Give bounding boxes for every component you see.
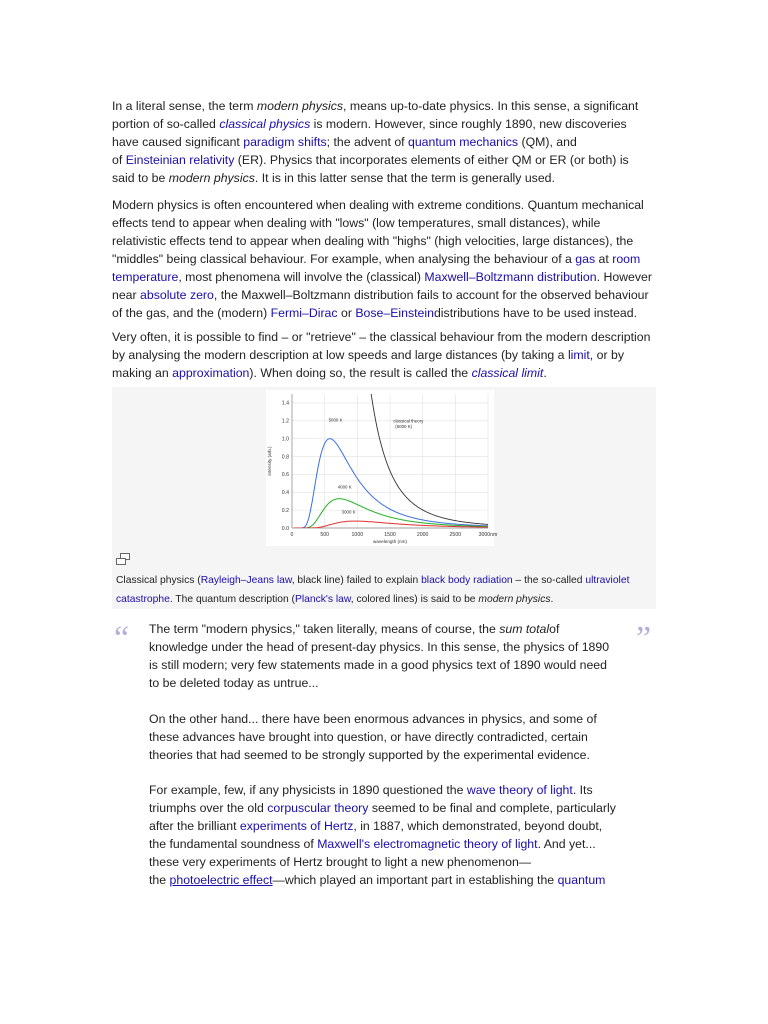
link-fermi-dirac[interactable]: Fermi–Dirac xyxy=(270,306,338,320)
x-tick-label: 3000nm xyxy=(478,532,498,538)
open-quote-icon: “ xyxy=(114,620,130,657)
text-line: these very experiments of Hertz brought to light a new phenomenon— xyxy=(149,855,532,869)
figure-black-body xyxy=(112,387,656,609)
text: . xyxy=(550,594,554,605)
x-tick-label: 2000 xyxy=(416,532,429,538)
text: , the Maxwell–Boltzmann distribution fails to account for the observed behaviour xyxy=(213,288,649,302)
text: or xyxy=(337,306,356,320)
text-line: to be deleted today as untrue... xyxy=(149,676,319,690)
text: at xyxy=(595,252,613,266)
link-approximation[interactable]: approximation xyxy=(172,366,250,380)
text-line: these advances have brought into question, or have directly contradicted, certain xyxy=(149,730,588,744)
text: of xyxy=(549,622,560,636)
quote-block-2 xyxy=(149,710,629,764)
link-corpuscular-theory[interactable]: corpuscular theory xyxy=(267,801,369,815)
text: Classical physics ( xyxy=(116,575,201,586)
link-photoelectric-effect[interactable]: photoelectric effect xyxy=(169,873,273,887)
italic-term: sum total xyxy=(499,622,550,636)
text: ). When doing so, the result is called the xyxy=(249,366,472,380)
link-limit[interactable]: limit xyxy=(567,348,590,362)
y-tick-label: 0.6 xyxy=(281,472,289,479)
text: of the gas, and the (modern) xyxy=(112,306,271,320)
text-line: theories that had seemed to be strongly supported by the experimental evidence. xyxy=(149,748,590,762)
text: triumphs over the old xyxy=(149,801,268,815)
text: (QM), and xyxy=(518,135,577,149)
link-quantum[interactable]: quantum xyxy=(557,873,606,887)
text: . The quantum description ( xyxy=(169,594,295,605)
text: making an xyxy=(112,366,173,380)
text: said to be xyxy=(112,171,169,185)
text-line: is still modern; very few statements made in a good physics text of 1890 would need xyxy=(149,658,607,672)
text: distributions have to be used instead. xyxy=(433,306,637,320)
link-maxwell-boltzmann[interactable]: Maxwell–Boltzmann distribution xyxy=(424,270,597,284)
link-ultraviolet-catastrophe-cont[interactable]: catastrophe xyxy=(116,594,170,605)
text: . xyxy=(543,366,547,380)
text-line: knowledge under the head of present-day physics. In this sense, the physics of 1890 xyxy=(149,640,610,654)
text: the fundamental soundness of xyxy=(149,837,318,851)
text: , in 1887, which demonstrated, beyond doubt, xyxy=(353,819,603,833)
annotation-3000k: 3000 K xyxy=(341,509,356,515)
text: . Its xyxy=(572,783,593,797)
text: , colored lines) is said to be xyxy=(350,594,479,605)
link-text: classical limit xyxy=(471,366,544,380)
y-tick-label: 1.4 xyxy=(281,400,289,407)
text: , most phenomena will involve the (classical) xyxy=(178,270,425,284)
text-line: Modern physics is often encountered when dealing with extreme conditions. Quantum mechanical xyxy=(112,198,644,212)
text: For example, few, if any physicists in 1890 questioned the xyxy=(149,783,467,797)
y-tick-label: 0.2 xyxy=(281,507,289,514)
text: "middles" being classical behaviour. For example, when analysing the behaviour of a xyxy=(112,252,576,266)
y-tick-label: 0.8 xyxy=(281,454,289,461)
x-tick-label: 1000 xyxy=(351,532,364,538)
quote-block-1 xyxy=(149,620,629,692)
link-rayleigh-jeans[interactable]: Rayleigh–Jeans law xyxy=(200,575,292,586)
text: seemed to be final and complete, particularly xyxy=(368,801,616,815)
link-ultraviolet-catastrophe[interactable]: ultraviolet xyxy=(585,575,630,586)
text: portion of so-called xyxy=(112,117,220,131)
y-tick-label: 0.4 xyxy=(281,490,289,497)
text: is modern. However, since roughly 1890, new discoveries xyxy=(310,117,627,131)
text: In a literal sense, the term xyxy=(112,99,257,113)
italic-term: modern physics xyxy=(168,171,255,185)
italic-term: modern physics xyxy=(256,99,344,113)
text-line: effects tend to appear when dealing with "lows" (low temperatures, small distances), while xyxy=(112,216,601,230)
link-maxwell-em-theory[interactable]: Maxwell's electromagnetic theory of light xyxy=(317,837,538,851)
link-room-temperature[interactable]: room xyxy=(612,252,641,266)
text: , means up-to-date physics. In this sense, a significant xyxy=(343,99,639,113)
link-room-temperature-cont[interactable]: temperature xyxy=(112,270,179,284)
text: have caused significant xyxy=(112,135,244,149)
black-body-chart[interactable] xyxy=(266,390,498,546)
link-wave-theory-of-light[interactable]: wave theory of light xyxy=(466,783,573,797)
text: by analysing the modern description at low speeds and large distances (by taking a xyxy=(112,348,568,362)
link-einsteinian-relativity[interactable]: Einsteinian relativity xyxy=(125,153,235,167)
link-experiments-of-hertz[interactable]: experiments of Hertz xyxy=(239,819,354,833)
link-paradigm-shifts[interactable]: paradigm shifts xyxy=(243,135,327,149)
text-line: relativistic effects tend to appear when dealing with "highs" (high velocities, large distances), the xyxy=(112,234,634,248)
text-line: On the other hand... there have been enormous advances in physics, and some of xyxy=(149,712,597,726)
text: after the brilliant xyxy=(149,819,240,833)
text: . It is in this latter sense that the term is generally used. xyxy=(254,171,555,185)
text: ; the advent of xyxy=(326,135,408,149)
link-quantum-mechanics[interactable]: quantum mechanics xyxy=(408,135,519,149)
paragraph-extreme-conditions xyxy=(112,196,657,322)
y-tick-label: 1.2 xyxy=(281,418,289,425)
italic-term: modern physics xyxy=(478,594,551,605)
figure-caption xyxy=(116,571,654,609)
link-bose-einstein[interactable]: Bose–Einstein xyxy=(355,306,434,320)
x-tick-label: 2500 xyxy=(449,532,462,538)
quote-block-3 xyxy=(149,781,629,889)
x-tick-label: 0 xyxy=(290,532,294,538)
annotation-4000k: 4000 K xyxy=(337,484,352,490)
black-body-chart-svg xyxy=(266,390,498,546)
x-tick-label: 500 xyxy=(320,532,329,538)
text-line: Very often, it is possible to find – or "retrieve" – the classical behaviour from the modern description xyxy=(112,330,651,344)
paragraph-classical-limit xyxy=(112,328,657,382)
y-tick-label: 1.0 xyxy=(281,436,289,443)
text: – the so-called xyxy=(512,575,586,586)
text: The term "modern physics," taken literally, means of course, the xyxy=(149,622,500,636)
x-tick-label: 1500 xyxy=(384,532,396,538)
text: near xyxy=(112,288,141,302)
text: . And yet... xyxy=(537,837,596,851)
link-gas[interactable]: gas xyxy=(575,252,596,266)
x-axis-label: wavelength (nm) xyxy=(373,539,407,544)
text: , black line) failed to explain xyxy=(291,575,422,586)
y-tick-label: 0.0 xyxy=(281,525,289,532)
series-line-5000-k xyxy=(294,439,488,528)
link-classical-limit[interactable] xyxy=(471,366,547,380)
y-axis-label: intensity (arb.) xyxy=(267,446,272,476)
text: . However xyxy=(596,270,652,284)
annotation-classical-sub: (5000 K) xyxy=(395,424,413,430)
close-quote-icon: ” xyxy=(636,620,652,657)
text: , or by xyxy=(589,348,624,362)
link-plancks-law[interactable]: Planck's law xyxy=(294,594,351,605)
paragraph-intro xyxy=(112,97,657,187)
enlarge-icon[interactable] xyxy=(116,553,130,565)
text: the xyxy=(149,873,170,887)
link-text: classical physics xyxy=(219,117,311,131)
link-absolute-zero[interactable]: absolute zero xyxy=(140,288,214,302)
text: of xyxy=(112,153,126,167)
text: (ER). Physics that incorporates elements of either QM or ER (or both) is xyxy=(234,153,629,167)
annotation-5000k: 5000 K xyxy=(328,417,343,423)
annotation-classical: classical theory xyxy=(393,418,424,424)
link-black-body-radiation[interactable]: black body radiation xyxy=(421,575,513,586)
link-classical-physics[interactable] xyxy=(219,117,310,131)
text: —which played an important part in establishing the xyxy=(272,873,558,887)
